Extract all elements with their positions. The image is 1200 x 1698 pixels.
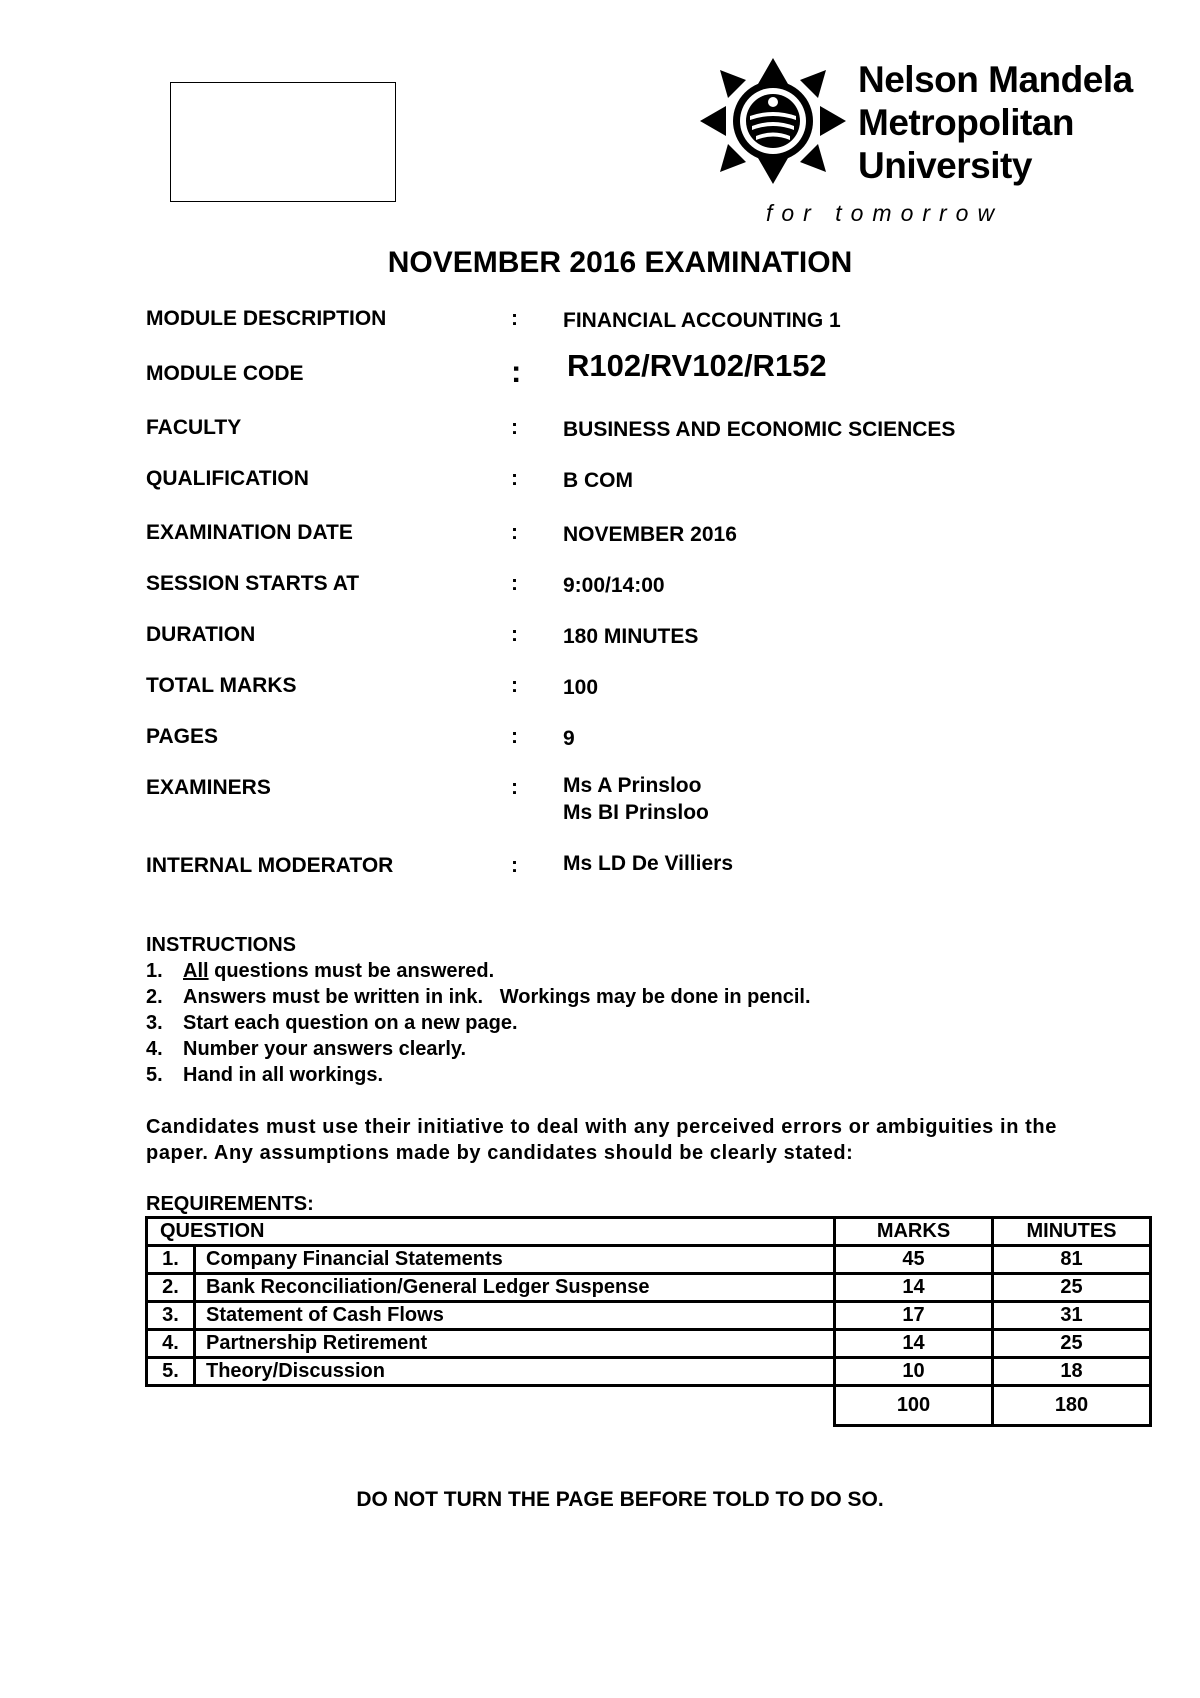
table-row <box>147 1330 1151 1358</box>
instruction-item: 4. Number your answers clearly. <box>146 1038 467 1060</box>
module-code-value: R102/RV102/R152 <box>567 348 827 383</box>
table-row <box>147 1358 1151 1386</box>
question-minutes: 31 <box>993 1302 1151 1330</box>
column-header-minutes: MINUTES <box>993 1218 1151 1246</box>
detail-label: SESSION STARTS AT <box>146 572 360 595</box>
question-number: 3. <box>147 1302 195 1330</box>
question-marks: 45 <box>835 1246 993 1274</box>
detail-value: Ms LD De Villiers <box>563 852 734 875</box>
detail-colon: : <box>511 623 518 646</box>
university-name-line: Nelson Mandela <box>858 59 1133 100</box>
question-minutes: 18 <box>993 1358 1151 1386</box>
instruction-item: 3. Start each question on a new page. <box>146 1012 518 1034</box>
detail-label: INTERNAL MODERATOR <box>146 854 394 877</box>
detail-label: MODULE CODE <box>146 362 304 385</box>
detail-label: EXAMINERS <box>146 776 271 799</box>
question-number: 5. <box>147 1358 195 1386</box>
detail-label: PAGES <box>146 725 218 748</box>
question-minutes: 81 <box>993 1246 1151 1274</box>
detail-value: 180 MINUTES <box>563 625 699 648</box>
blank-box <box>170 82 396 202</box>
detail-value: 9 <box>563 727 575 750</box>
detail-value: 100 <box>563 676 599 699</box>
university-tagline: for tomorrow <box>766 200 1004 226</box>
question-number: 2. <box>147 1274 195 1302</box>
question-marks: 14 <box>835 1274 993 1302</box>
detail-value: B COM <box>563 469 633 492</box>
question-minutes: 25 <box>993 1330 1151 1358</box>
table-row <box>147 1302 1151 1330</box>
university-name <box>858 58 1133 187</box>
university-name-line: Metropolitan <box>858 102 1074 143</box>
detail-label: MODULE DESCRIPTION <box>146 307 387 330</box>
university-logo-icon <box>698 56 848 186</box>
detail-value: 9:00/14:00 <box>563 574 665 597</box>
instructions-heading: INSTRUCTIONS <box>146 934 296 956</box>
question-title: Theory/Discussion <box>195 1358 835 1386</box>
candidate-note: Candidates must use their initiative to deal with any perceived errors or ambiguities in the paper. Any assumptions made by candidates should be clearly stated: <box>146 1116 1057 1164</box>
question-title: Statement of Cash Flows <box>195 1302 835 1330</box>
detail-label: TOTAL MARKS <box>146 674 297 697</box>
question-number: 4. <box>147 1330 195 1358</box>
table-row <box>147 1246 1151 1274</box>
column-header-marks: MARKS <box>835 1218 993 1246</box>
total-minutes: 180 <box>993 1386 1151 1426</box>
question-number: 1. <box>147 1246 195 1274</box>
detail-value: FINANCIAL ACCOUNTING 1 <box>563 309 841 332</box>
detail-colon: : <box>511 674 518 697</box>
university-name-line: University <box>858 145 1032 186</box>
detail-colon: : <box>511 521 518 544</box>
requirements-table <box>145 1216 1152 1427</box>
detail-colon: : <box>511 572 518 595</box>
detail-label: FACULTY <box>146 416 242 439</box>
detail-label: DURATION <box>146 623 256 646</box>
question-marks: 10 <box>835 1358 993 1386</box>
detail-colon: : <box>511 854 518 877</box>
detail-colon: : <box>511 725 518 748</box>
examiners-value: Ms A Prinsloo Ms BI Prinsloo <box>563 774 709 824</box>
question-title: Bank Reconciliation/General Ledger Suspense <box>195 1274 835 1302</box>
question-minutes: 25 <box>993 1274 1151 1302</box>
instruction-item: 1. All questions must be answered. <box>146 960 495 982</box>
question-title: Company Financial Statements <box>195 1246 835 1274</box>
column-header-question: QUESTION <box>147 1218 835 1246</box>
table-row <box>147 1274 1151 1302</box>
detail-value: NOVEMBER 2016 <box>563 523 737 546</box>
detail-colon: : <box>511 467 518 490</box>
question-title: Partnership Retirement <box>195 1330 835 1358</box>
table-header-row <box>147 1218 1151 1246</box>
question-marks: 14 <box>835 1330 993 1358</box>
exam-title: NOVEMBER 2016 EXAMINATION <box>387 246 853 279</box>
table-total-row <box>147 1386 1151 1426</box>
question-marks: 17 <box>835 1302 993 1330</box>
total-marks: 100 <box>835 1386 993 1426</box>
detail-colon: : <box>511 776 518 799</box>
detail-label: QUALIFICATION <box>146 467 309 490</box>
instruction-item: 5. Hand in all workings. <box>146 1064 384 1086</box>
detail-colon: : <box>511 354 522 389</box>
requirements-heading: REQUIREMENTS: <box>146 1193 314 1215</box>
instructions <box>146 932 811 1088</box>
detail-colon: : <box>511 416 518 439</box>
detail-value: BUSINESS AND ECONOMIC SCIENCES <box>563 418 956 441</box>
footer-warning: DO NOT TURN THE PAGE BEFORE TOLD TO DO SO. <box>356 1488 884 1511</box>
detail-label: EXAMINATION DATE <box>146 521 353 544</box>
detail-colon: : <box>511 307 518 330</box>
instruction-item: 2. Answers must be written in ink. Workings may be done in pencil. <box>146 986 811 1008</box>
